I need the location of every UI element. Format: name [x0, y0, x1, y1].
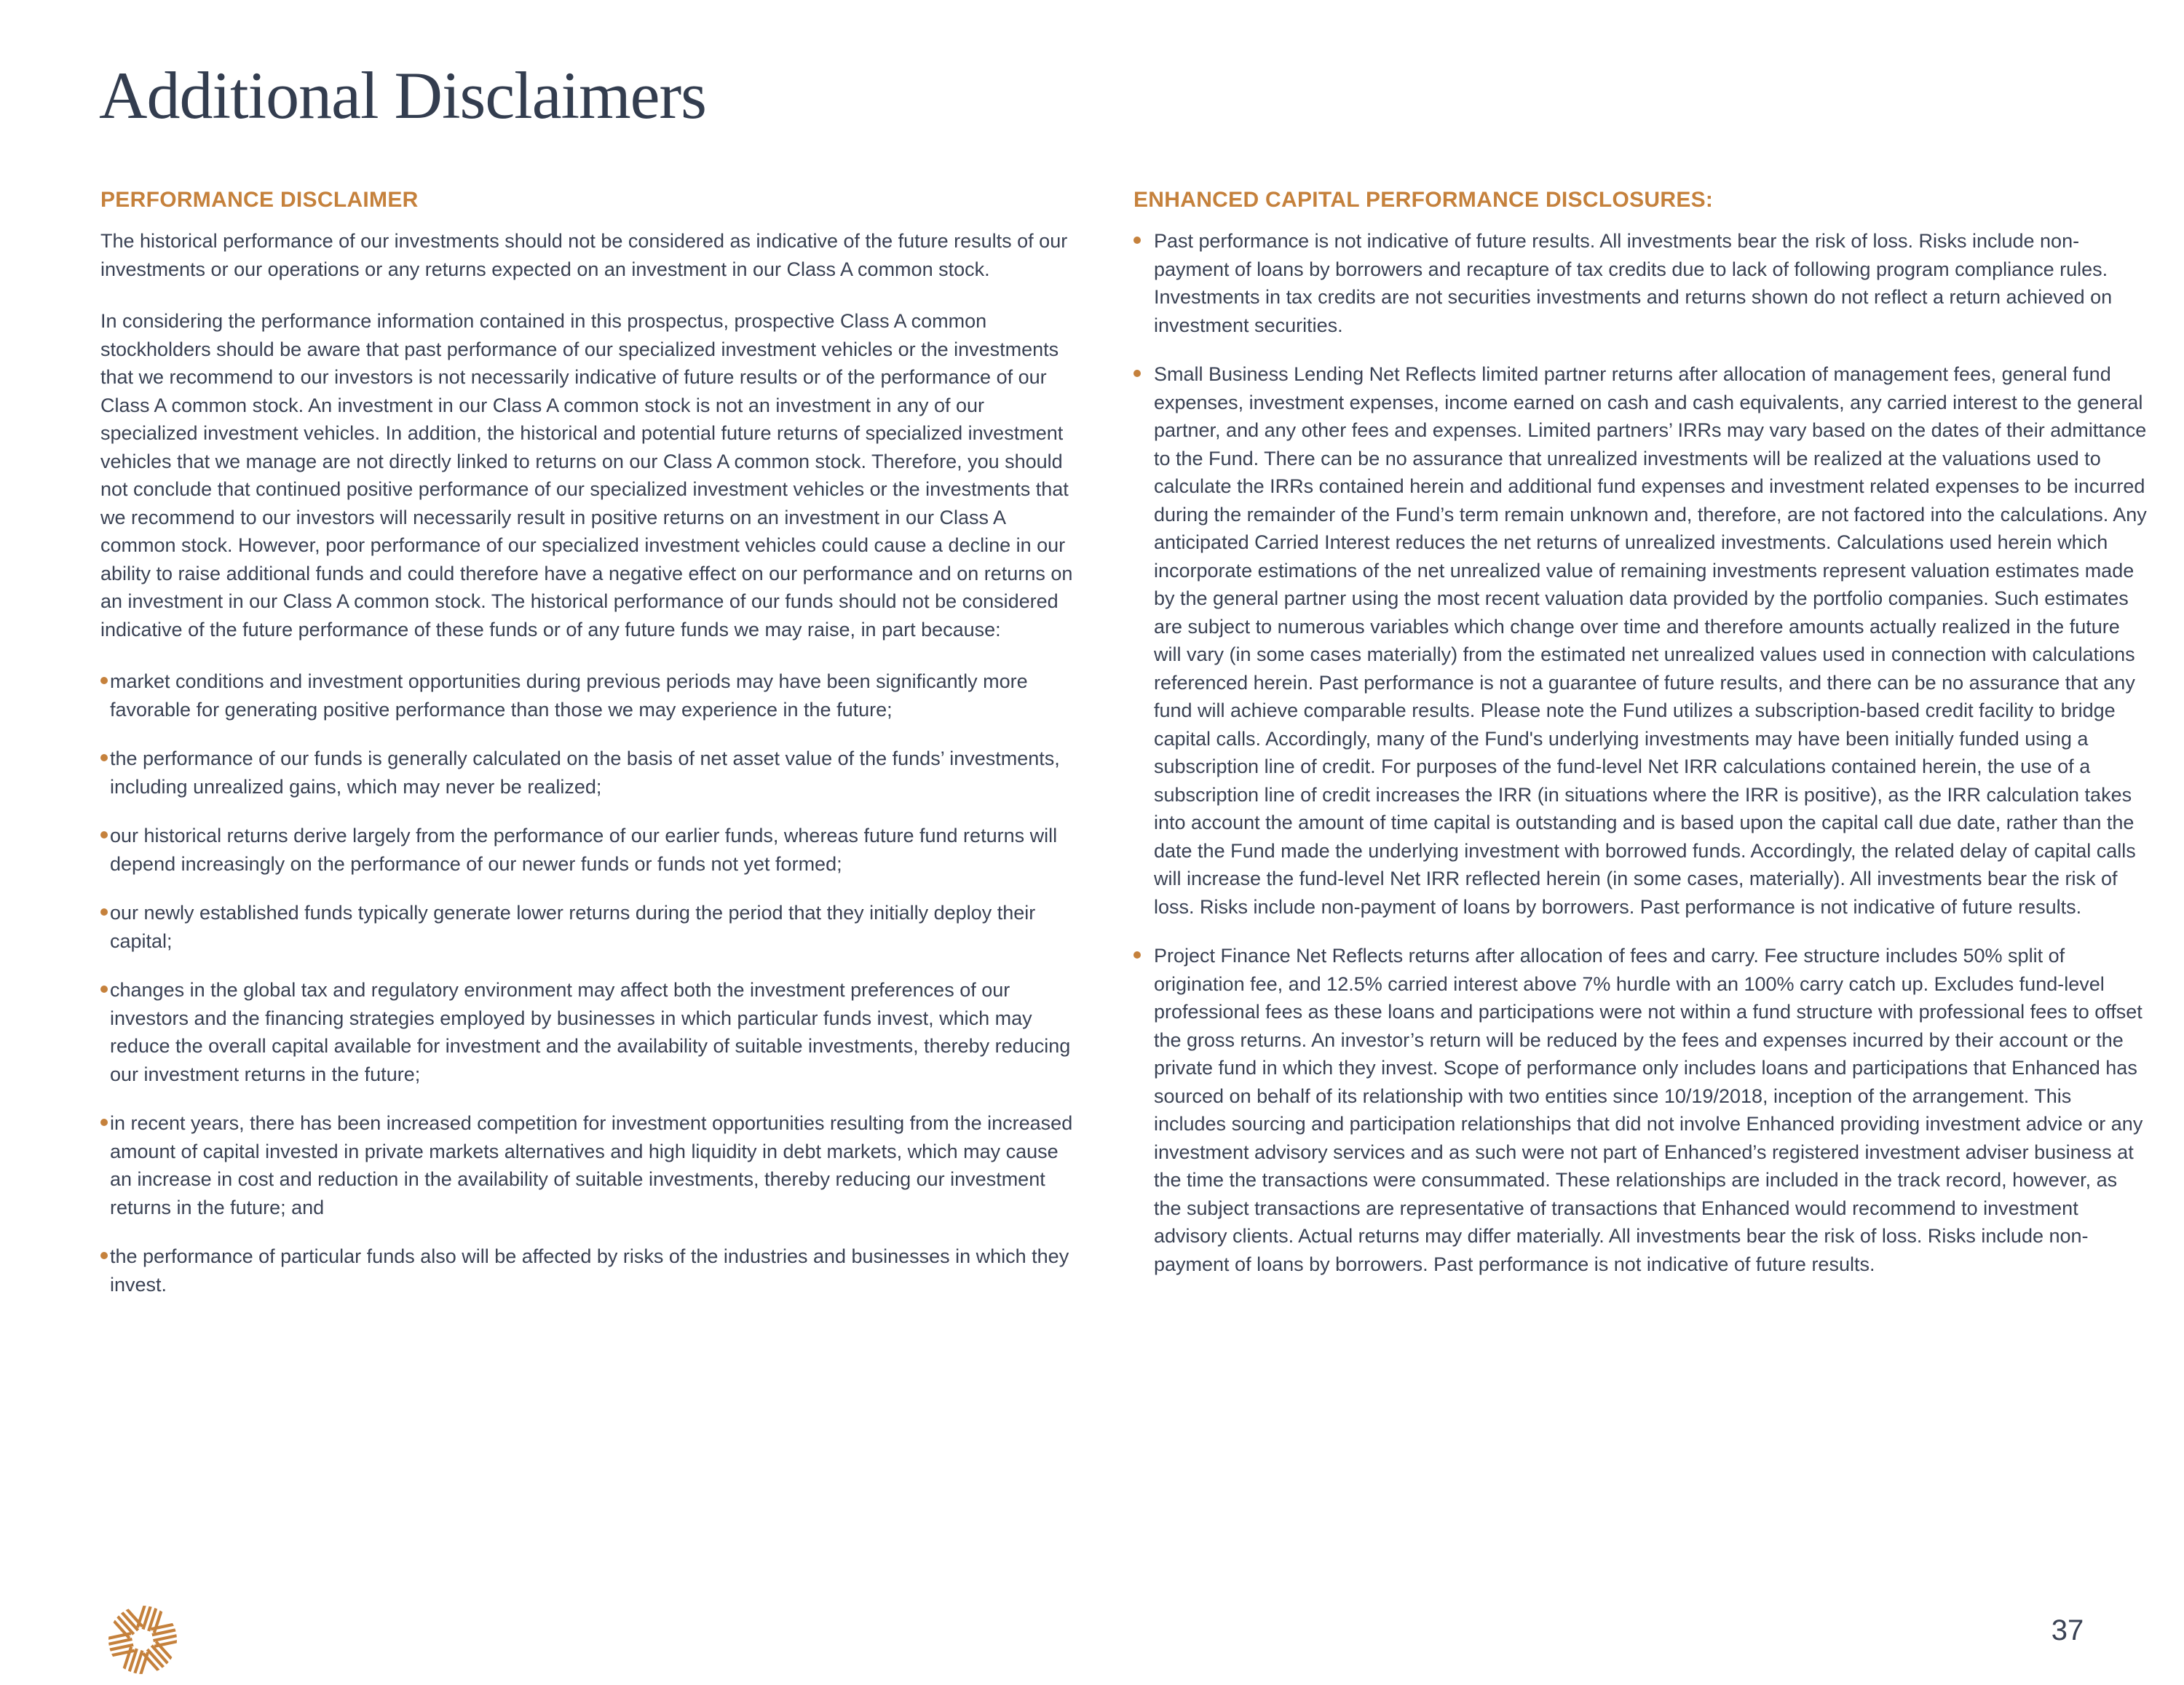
list-item	[100, 1109, 1082, 1221]
bullet-text: market conditions and investment opportunities during previous periods may have been significantly more favorable for generating positive performance than those we may experience in the future;	[110, 670, 1028, 721]
bullet-text: changes in the global tax and regulatory environment may affect both the investment preferences of our investors and the financing strategies employed by businesses in which particular funds invest, which may reduce the overall capital available for investment and the availability of suitable investments, thereby reducing our investment returns in the future;	[110, 979, 1071, 1085]
bullet-dot-icon	[100, 986, 108, 993]
bullet-dot-icon	[100, 831, 108, 838]
bullet-dot-icon	[100, 1252, 108, 1259]
left-column	[100, 188, 1082, 1299]
right-column	[1133, 188, 2147, 1278]
bullet-dot-icon	[100, 754, 108, 761]
list-item	[100, 976, 1082, 1088]
bullet-text: Past performance is not indicative of future results. All investments bear the risk of loss. Risks include non-payment of loans by borrowers and recapture of tax credits due to lack of following program compliance rules. Investments in tax credits are not securities investments and returns shown do not reflect a return achieved on investment securities.	[1154, 230, 2113, 336]
enhanced-capital-disclosures-heading: ENHANCED CAPITAL PERFORMANCE DISCLOSURES:	[1133, 188, 1714, 212]
performance-disclaimer-heading: PERFORMANCE DISCLAIMER	[100, 188, 419, 212]
bullet-text: Small Business Lending Net Reflects limited partner returns after allocation of management fees, general fund expenses, investment expenses, income earned on cash and cash equivalents, any carried interest to the general partner, and any other fees and expenses. Limited partners’ IRRs may vary based on the dates of their admittance to the Fund. There can be no assurance that unrealized investments will be realized at the valuations used to calculate the IRRs contained herein and additional fund expenses and investment related expenses to be incurred during the remainder of the Fund’s term remain unknown and, therefore, are not factored into the calculations. Any anticipated Carried Interest reduces the net returns of unrealized investments. Calculations used herein which incorporate estimations of the net unrealized value of remaining investments represent valuation estimates made by the general partner using the most recent valuation data provided by the portfolio companies. Such estimates are subject to numerous variables which change over time and therefore amounts actually realized in the future will vary (in some cases materially) from the estimated net unrealized values used in connection with calculations referenced herein. Past performance is not a guarantee of future results, and there can be no assurance that any fund will achieve comparable results. Please note the Fund utilizes a subscription-based credit facility to bridge capital calls. Accordingly, many of the Fund's underlying investments may have been initially funded using a subscription line of credit. For purposes of the fund-level Net IRR calculations contained herein, the use of a subscription line of credit increases the IRR (in situations where the IRR is positive), as the IRR calculation takes into account the amount of time capital is outstanding and is based upon the capital call due date, rather than the date the Fund made the underlying investment with borrowed funds. Accordingly, the related delay of capital calls will increase the fund-level Net IRR reflected herein (in some cases, materially). All investments bear the risk of loss. Risks include non-payment of loans by borrowers. Past performance is not indicative of future results.	[1154, 363, 2147, 918]
page-number: 37	[2051, 1614, 2084, 1646]
page-title: Additional Disclaimers	[99, 58, 706, 132]
bullet-text: Project Finance Net Reflects returns after allocation of fees and carry. Fee structure includes 50% split of origination fee, and 12.5% carried interest above 7% hurdle with an 100% carry catch up. Excludes fund-level professional fees as these loans and participations were not within a fund structure with professional fees to offset the gross returns. An investor’s return will be reduced by the fees and expenses incurred by their account or the private fund in which they invest. Scope of performance only includes loans and participations that Enhanced has sourced on behalf of its relationship with two entities since 10/19/2018, inception of the arrangement. This includes sourcing and participation relationships that did not involve Enhanced providing investment advice or any investment advisory services and as such were not part of Enhanced’s registered investment adviser business at the time the transactions were consummated. These relationships are included in the track record, however, as the subject transactions are representative of transactions that Enhanced would recommend to investment advisory clients. Actual returns may differ materially. All investments bear the risk of loss. Risks include non-payment of loans by borrowers. Past performance is not indicative of future results.	[1154, 945, 2143, 1275]
list-item	[100, 899, 1082, 955]
bullet-dot-icon	[100, 677, 108, 684]
bullet-text: our historical returns derive largely from the performance of our earlier funds, whereas future fund returns will depend increasingly on the performance of our newer funds or funds not yet formed;	[110, 825, 1058, 875]
list-item	[1133, 942, 2147, 1278]
bullet-text: our newly established funds typically generate lower returns during the period that they initially deploy their capital;	[110, 902, 1036, 952]
list-item	[100, 745, 1082, 801]
list-item	[1133, 360, 2147, 921]
bullet-dot-icon	[100, 1119, 108, 1126]
list-item	[100, 822, 1082, 878]
paragraph: In considering the performance information contained in this prospectus, prospective Class A common stockholders should be aware that past performance of our specialized investment vehicles or the investments that we recommend to our investors is not necessarily indicative of future results or of the performance of our Class A common stock. An investment in our Class A common stock is not an investment in any of our specialized investment vehicles. In addition, the historical and potential future returns of specialized investment vehicles that we manage are not directly linked to returns on our Class A common stock. Therefore, you should not conclude that continued positive performance of our specialized investment vehicles or the investments that we recommend to our investors will necessarily result in positive returns on an investment in our Class A common stock. However, poor performance of our specialized investment vehicles could cause a decline in our ability to raise additional funds and could therefore have a negative effect on our performance and on returns on an investment in our Class A common stock. The historical performance of our funds should not be considered indicative of the future performance of these funds or of any future funds we may raise, in part because:	[100, 310, 1073, 641]
list-item	[1133, 227, 2147, 339]
bullet-text: in recent years, there has been increased competition for investment opportunities resulting from the increased amount of capital invested in private markets alternatives and high liquidity in debt markets, which may cause an increase in cost and reduction in the availability of suitable investments, thereby reducing our investment returns in the future; and	[110, 1112, 1073, 1218]
bullet-text: the performance of particular funds also will be affected by risks of the industries and businesses in which they invest.	[110, 1245, 1069, 1296]
list-item	[100, 1242, 1082, 1299]
bullet-dot-icon	[100, 908, 108, 916]
company-logo-icon	[106, 1603, 179, 1676]
bullet-dot-icon	[1133, 237, 1141, 244]
bullet-dot-icon	[1133, 370, 1141, 377]
bullet-text: the performance of our funds is generally calculated on the basis of net asset value of the funds’ investments, including unrealized gains, which may never be realized;	[110, 748, 1060, 798]
paragraph: The historical performance of our investments should not be considered as indicative of the future results of our investments or our operations or any returns expected on an investment in our Class A common stock.	[100, 230, 1068, 280]
bullet-dot-icon	[1133, 951, 1141, 959]
list-item	[100, 667, 1082, 723]
